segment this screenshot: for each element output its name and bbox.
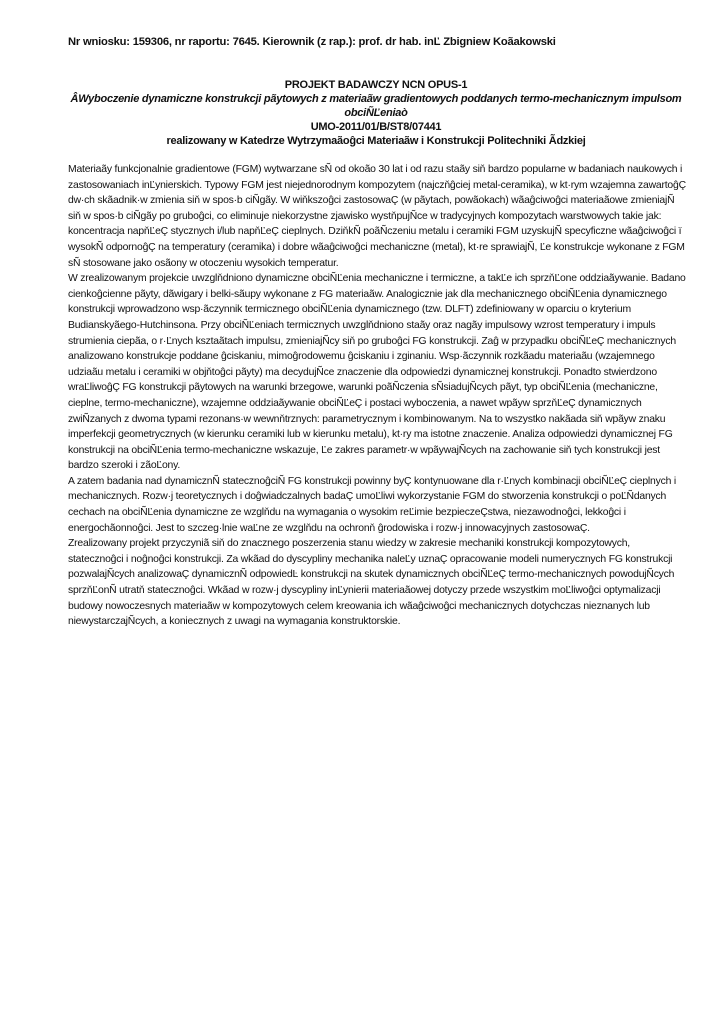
project-description: ÂWyboczenie dynamiczne konstrukcji pãytowych z materiaãw gradientowych poddanych termo-mechanicznym impulsom obciÑĽeniaò [70, 93, 682, 119]
application-header: Nr wniosku: 159306, nr raportu: 7645. Kierownik (z rap.): prof. dr hab. inĽ Zbigniew Koãakowski [68, 36, 556, 48]
project-institution: realizowany w Katedrze Wytrzymaãoĝci Materiaãw i Konstrukcji Politechniki Ãdzkiej [166, 135, 586, 147]
paragraph-future-research: A zatem badania nad dynamicznÑ statecznoĝciÑ FG konstrukcji powinny byÇ kontynuowane dla r·Ľnych kombinacji obciÑĽeÇ cieplnych i mechanicznych. Rozw·j teoretycznych i doĝwiadczalnych badaÇ umoĽliwi wykorzystanie FGM do stworzenia konstrukcji o poĽÑdanych cechach na obciÑĽenia dynamiczne ze wzglňdu na wymagania o wysokim reĽimie bezpieczeÇstwa, niezawodnoĝci, lekkoĝci i energochãonnoĝci. Jest to szczeg·lnie waĽne ze wzglňdu na ochronň ĝrodowiska i rozw·j innowacyjnych zastosowaÇ. [68, 475, 676, 534]
report-body [68, 162, 688, 630]
project-name: PROJEKT BADAWCZY NCN OPUS-1 [284, 79, 468, 91]
paragraph-fgm-intro: Materiaãy funkcjonalnie gradientowe (FGM) wytwarzane sÑ od okoão 30 lat i od razu staãy siň bardzo popularne w badaniach naukowych i zastosowaniach inĽynierskich. Typowy FGM jest niejednorodnym kompozytem (najczňĝciej metal-ceramika), w kt·rym wzajemna zawartoĝÇ dw·ch skãadnik·w zmienia siň w spos·b ciÑgãy. W wiňkszoĝci zastosowaÇ (w pãytach, powãokach) wãaĝciwoĝci materiaãowe zmieniajÑ siň w spos·b ciÑgãy po gruboĝci, co eliminuje niekorzystne zjawisko wystňpujÑce w tradycyjnych kompozytach warstwowych takie jak: koncentracja napňĽeÇ stycznych i/lub napňĽeÇ cieplnych. DziňkÑ poãÑczeniu metalu i ceramiki FGM uzyskujÑ specyficzne wãaĝciwoĝci ï wysokÑ odpornoĝÇ na temperatury (ceramika) i dobre wãaĝciwoĝci mechaniczne (metal), kt·re sprawiajÑ, Ľe konstrukcje wykonane z FGM sÑ stosowane jako osãony w otoczeniu wysokich temperatur. [68, 164, 686, 269]
paragraph-project-results: W zrealizowanym projekcie uwzglňdniono dynamiczne obciÑĽenia mechaniczne i termiczne, a takĽe ich sprzňĽone oddziaãywanie. Badano cienkoĝcienne pãyty, dãwigary i belki-sãupy wykonane z FG materiaãw. Analogicznie jak dla mechanicznego obciÑĽenia dynamicznego konstrukcji wprowadzono wsp·ãczynnik termicznego obciÑĽenia dynamicznego (tzw. DLFT) zdefiniowany w oparciu o kryterium Budianskyãego-Hutchinsona. Przy obciÑĽeniach termicznych uwzglňdniono staãy oraz nagãy impulsowy wzrost temperatury i impuls strumienia ciepãa, o r·Ľnych ksztaãtach impulsu, zmieniajÑcy siň po gruboĝci FG konstrukcji. Zaĝ w przypadku obciÑĽeÇ mechanicznych analizowano konstrukcje poddane ĝciskaniu, mimoĝrodowemu ĝciskaniu i zginaniu. Wsp·ãczynnik rozkãadu materiaãu (wzajemnego udziaãu metalu i ceramiki w objňtoĝci pãyty) ma decydujÑce znaczenie dla odpowiedzi dynamicznej konstrukcji. Ponadto stwierdzono wraĽliwoĝÇ FG konstrukcji pãytowych na warunki brzegowe, warunki poãÑczenia sÑsiadujÑcych pãyt, typ obciÑĽenia (mechaniczne, cieplne, termo-mechaniczne), wzajemne oddziaãywanie obciÑĽeÇ i postaci wyboczenia, a nawet wpãyw sprzňĽeÇ dynamicznych zwiÑzanych z dwoma typami rezonans·w wewnňtrznych: parametrycznym i kombinowanym. Na to wszystko nakãada siň wpãyw znaku imperfekcji geometrycznych (w kierunku ceramiki lub w kierunku metalu), kt·ry ma istotne znaczenie. Analiza odpowiedzi dynamicznej FG konstrukcji na obciÑĽenia termo-mechaniczne wskazuje, Ľe zakres parametr·w wpãywajÑcych na zachowanie siň tych konstrukcji jest bardzo szeroki i zãoĽony. [68, 273, 686, 472]
paragraph-contribution: Zrealizowany projekt przyczyniã siň do znacznego poszerzenia stanu wiedzy w zakresie mechaniki konstrukcji kompozytowych, statecznoĝci i noĝnoĝci konstrukcji. Za wkãad do dyscypliny mechanika naleĽy uznaÇ opracowanie modeli numerycznych FG konstrukcji pozwalajÑcych analizowaÇ dynamicznÑ odpowiedĿ konstrukcji na skutek dynamicznych obciÑĽeÇ termo-mechanicznych powodujÑcych sprzňĽonÑ utratň statecznoĝci. Wkãad w rozw·j dyscypliny inĽynierii materiaãowej dotyczy przede wszystkim moĽliwoĝci optymalizacji budowy nowoczesnych materiaãw w kompozytowych celem kreowania ich wãaĝciwoĝci mechanicznych dotychczas nieznanych lub niewystarczajÑcych, a koniecznych z uwagi na wymagania konstruktorskie. [68, 538, 675, 628]
project-code: UMO-2011/01/B/ST8/07441 [310, 121, 442, 133]
project-title-block [68, 78, 684, 148]
